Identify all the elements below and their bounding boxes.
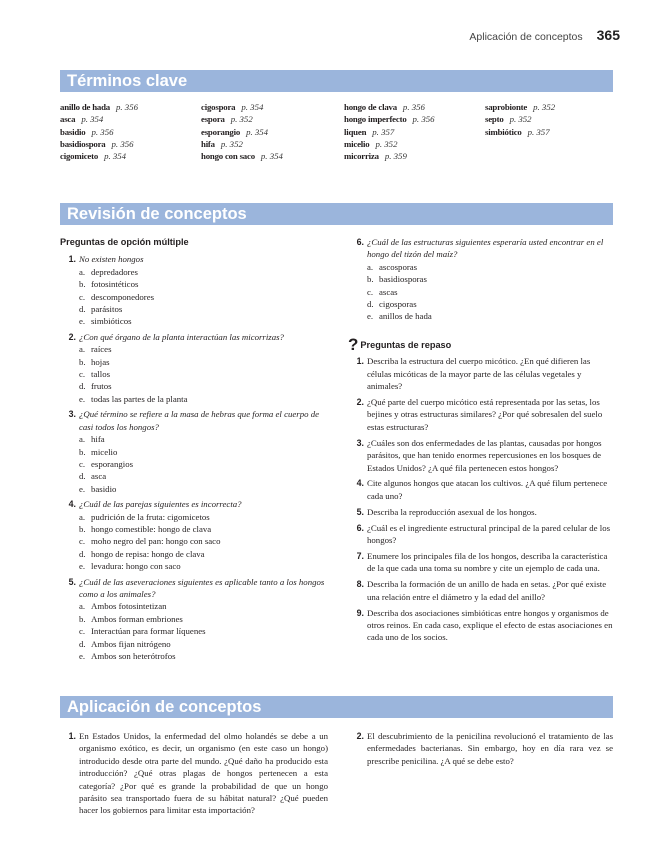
option-text: hongo comestible: hongo de clava: [91, 523, 212, 534]
option-letter: e.: [79, 483, 86, 494]
key-terms-grid: [60, 101, 620, 162]
option-letter: e.: [79, 561, 86, 572]
option-letter: c.: [79, 626, 86, 637]
revision-banner: Revisión de conceptos: [60, 203, 613, 225]
option-text: micelio: [91, 446, 118, 457]
option-text: pudrición de la fruta: cigomicetos: [91, 511, 210, 522]
term-page-ref: p. 354: [104, 151, 127, 162]
option-text: tallos: [91, 369, 111, 380]
option-letter: a.: [79, 434, 86, 445]
option-letter: c.: [79, 458, 86, 469]
review-question: [348, 477, 613, 502]
option-letter: a.: [79, 266, 86, 277]
option-text: parásitos: [91, 304, 123, 315]
term-entry: [60, 126, 201, 138]
term-page-ref: p. 357: [527, 126, 550, 137]
term-entry: [60, 113, 201, 125]
option-text: basidiosporas: [379, 274, 427, 285]
term-entry: [485, 113, 620, 125]
option-letter: c.: [79, 291, 86, 302]
term-page-ref: p. 352: [230, 114, 253, 125]
option-letter: b.: [367, 274, 374, 285]
term-name: hongo imperfecto: [344, 114, 407, 125]
question-text: Enumere los principales fila de los hongos, describa la característica de la que cada una toma su nombre y cite un ejemplo de cada una.: [367, 550, 608, 574]
application-col-left: [60, 730, 328, 817]
term-entry: [201, 101, 344, 113]
question-number: 9.: [356, 607, 364, 618]
term-page-ref: p. 359: [384, 151, 407, 162]
question-number: 3.: [356, 437, 364, 448]
question-text: ¿Cuál de las aseveraciones siguientes es aplicable tanto a los hongos como a los animales?: [79, 576, 325, 599]
option-letter: d.: [79, 638, 86, 649]
option-letter: b.: [79, 523, 86, 534]
question-text: El descubrimiento de la penicilina revolucionó el tratamiento de las enfermedades bacterianas. Sin embargo, hoy en día rara vez se prescribe penicilina. ¿A qué se debe esto?: [367, 731, 613, 766]
option-text: basidio: [91, 483, 117, 494]
term-entry: [201, 113, 344, 125]
term-name: micelio: [344, 138, 370, 149]
option-text: anillos de hada: [379, 311, 432, 322]
mc-question: [60, 498, 330, 572]
term-name: anillo de hada: [60, 102, 110, 112]
answer-option: [60, 446, 330, 458]
review-question: [348, 578, 613, 603]
option-letter: d.: [79, 471, 86, 482]
option-text: Ambos forman embriones: [91, 613, 183, 624]
option-text: cigosporas: [379, 299, 417, 310]
question-number: 4.: [356, 478, 364, 489]
aplicacion-banner: Aplicación de conceptos: [60, 696, 613, 718]
term-page-ref: p. 354: [246, 126, 269, 137]
review-question: [348, 607, 613, 644]
question-number: 2.: [68, 331, 76, 342]
answer-option: [60, 278, 330, 290]
option-letter: a.: [79, 344, 86, 355]
term-name: simbiótico: [485, 126, 522, 137]
option-text: moho negro del pan: hongo con saco: [91, 536, 221, 547]
answer-option: [60, 483, 330, 495]
term-page-ref: p. 352: [509, 114, 532, 125]
term-entry: [485, 101, 620, 113]
mc-stem-row: [60, 253, 330, 265]
option-text: fotosintéticos: [91, 279, 139, 290]
terms-column: [201, 101, 344, 162]
option-text: Ambos fotosintetizan: [91, 601, 167, 612]
option-letter: b.: [79, 446, 86, 457]
right-column: [348, 236, 613, 647]
review-question: [348, 437, 613, 474]
question-text: En Estados Unidos, la enfermedad del olmo holandés se debe a un organismo exótico, es decir, un organismo (en este caso un hongo) introducido desde otra parte del mundo. ¿Qué daño ha producido esta introducción? ¿Qué otras plagas de hongos pertenecen a esta categoría? ¿Por qué es grande la probabilidad de que un hongo parásito sea transportado fuera de su hábitat natural? ¿Qué pueden hacer los gobiernos para limitar esta importación?: [79, 731, 328, 816]
question-text: ¿Qué término se refiere a la masa de hebras que forma el cuerpo de casi todos los hongos?: [79, 409, 319, 432]
question-number: 8.: [356, 579, 364, 590]
option-letter: e.: [79, 316, 86, 327]
term-entry: [201, 126, 344, 138]
question-mark-icon: ?: [348, 334, 359, 354]
term-name: asca: [60, 114, 76, 125]
question-text: ¿Cuál es el ingrediente estructural principal de la pared celular de los hongos?: [367, 522, 611, 546]
question-text: ¿Cuál de las estructuras siguientes esperaría usted encontrar en el hongo del tizón del maíz?: [367, 237, 604, 260]
question-number: 3.: [68, 409, 76, 420]
term-name: hongo con saco: [201, 151, 255, 162]
answer-option: [60, 380, 330, 392]
option-text: todas las partes de la planta: [91, 393, 188, 404]
term-entry: [344, 113, 485, 125]
terms-column: [60, 101, 201, 162]
mc-stem-row: [348, 236, 613, 261]
question-text: Describa la reproducción asexual de los hongos.: [367, 506, 537, 517]
mc-left-column: [60, 236, 330, 665]
question-text: No existen hongos: [79, 254, 144, 265]
term-page-ref: p. 356: [412, 114, 435, 125]
answer-option: [60, 303, 330, 315]
question-text: ¿Cuáles son dos enfermedades de las plantas, causadas por hongos parásitos, que han tenido enormes repercusiones en los bosques de Estados Unidos? ¿A qué fila pertenecen estos hongos?: [367, 437, 602, 473]
term-entry: [344, 150, 485, 162]
option-letter: d.: [79, 304, 86, 315]
answer-option: [60, 523, 330, 535]
answer-option: [60, 433, 330, 445]
term-entry: [485, 126, 620, 138]
question-number: 5.: [356, 506, 364, 517]
option-letter: a.: [79, 601, 86, 612]
terminos-clave-banner: Términos clave: [60, 70, 613, 92]
option-text: hojas: [91, 356, 110, 367]
answer-option: [60, 291, 330, 303]
term-page-ref: p. 357: [372, 126, 395, 137]
answer-option: [60, 470, 330, 482]
review-question: [348, 506, 613, 518]
answer-option: [60, 600, 330, 612]
question-text: Cite algunos hongos que atacan los cultivos. ¿A qué filum pertenece cada uno?: [367, 478, 608, 501]
option-text: depredadores: [91, 266, 138, 277]
term-entry: [344, 126, 485, 138]
option-letter: e.: [79, 393, 86, 404]
term-entry: [344, 138, 485, 150]
option-text: ascosporas: [379, 261, 418, 272]
term-name: hongo de clava: [344, 102, 397, 112]
question-number: 6.: [356, 237, 364, 247]
question-number: 1.: [68, 254, 76, 265]
answer-option: [348, 298, 613, 310]
term-name: espora: [201, 114, 225, 125]
term-page-ref: p. 356: [402, 102, 425, 112]
answer-option: [348, 261, 613, 273]
term-name: hifa: [201, 138, 215, 149]
option-text: hifa: [91, 434, 105, 445]
term-name: basidiospora: [60, 138, 106, 149]
mc-stem-row: [60, 331, 330, 343]
term-page-ref: p. 352: [375, 138, 398, 149]
question-text: Describa la formación de un anillo de hada en setas. ¿Por qué existe una relación entre el diámetro y la edad del anillo?: [367, 579, 607, 602]
answer-option: [348, 286, 613, 298]
mc-question: [348, 236, 613, 323]
mc-question: [60, 576, 330, 663]
running-head: Aplicación de conceptos: [469, 31, 583, 43]
question-number: 2.: [356, 396, 364, 407]
term-page-ref: p. 352: [220, 138, 243, 149]
option-letter: a.: [367, 261, 374, 272]
option-letter: b.: [79, 613, 86, 624]
mc-stem-row: [60, 408, 330, 433]
review-question: [348, 355, 613, 392]
option-text: simbióticos: [91, 316, 132, 327]
review-heading-row: [348, 334, 613, 354]
term-entry: [201, 150, 344, 162]
answer-option: [60, 625, 330, 637]
application-col-right: [348, 730, 613, 767]
question-number: 5.: [68, 576, 76, 587]
option-letter: d.: [367, 299, 374, 310]
option-letter: c.: [79, 369, 86, 380]
page-header: [469, 27, 620, 43]
mc-question: [60, 331, 330, 405]
mc-stem-row: [60, 498, 330, 510]
question-text: Describa la estructura del cuerpo micótico. ¿En qué difieren las células micóticas de la mayor parte de las células vegetales y animales?: [367, 356, 591, 392]
option-text: Interactúan para formar líquenes: [91, 626, 206, 637]
option-text: hongo de repisa: hongo de clava: [91, 548, 205, 559]
review-question: [348, 522, 613, 547]
mc-question: [60, 253, 330, 327]
answer-option: [60, 638, 330, 650]
review-question: [348, 396, 613, 433]
question-text: Describa dos asociaciones simbióticas entre hongos y organismos de otros reinos. En cada caso, explique el efecto de estas asociaciones en cada uno de los socios.: [367, 607, 613, 643]
term-page-ref: p. 354: [241, 102, 264, 112]
term-name: liquen: [344, 126, 367, 137]
option-text: Ambos son heterótrofos: [91, 651, 176, 661]
question-number: 1.: [68, 731, 76, 741]
option-text: raíces: [91, 344, 112, 355]
term-page-ref: p. 352: [533, 102, 556, 112]
review-question: [348, 550, 613, 575]
option-text: descomponedores: [91, 291, 155, 302]
option-letter: b.: [79, 356, 86, 367]
option-letter: d.: [79, 548, 86, 559]
answer-option: [60, 393, 330, 405]
term-name: micorriza: [344, 151, 379, 162]
answer-option: [60, 535, 330, 547]
answer-option: [60, 458, 330, 470]
answer-option: [60, 368, 330, 380]
question-number: 2.: [356, 731, 364, 741]
question-number: 4.: [68, 499, 76, 510]
question-number: 1.: [356, 356, 364, 367]
term-page-ref: p. 356: [111, 138, 134, 149]
option-letter: b.: [79, 279, 86, 290]
terms-column: [485, 101, 620, 162]
question-text: ¿Con qué órgano de la planta interactúan las micorrizas?: [79, 331, 284, 342]
answer-option: [60, 315, 330, 327]
term-entry: [60, 138, 201, 150]
question-text: ¿Qué parte del cuerpo micótico está representada por las setas, los bejines y otras estructuras similares? ¿Por qué sobresalen del suelo estas estructuras?: [367, 396, 603, 432]
option-letter: d.: [79, 381, 86, 392]
answer-option: [60, 266, 330, 278]
answer-option: [60, 613, 330, 625]
answer-option: [60, 511, 330, 523]
answer-option: [60, 548, 330, 560]
mc-heading: Preguntas de opción múltiple: [60, 237, 189, 247]
term-page-ref: p. 356: [91, 126, 114, 137]
term-name: cigospora: [201, 102, 236, 112]
option-letter: a.: [79, 511, 86, 522]
term-entry: [344, 101, 485, 113]
term-name: esporangio: [201, 126, 241, 137]
option-text: levadura: hongo con saco: [91, 561, 181, 572]
option-letter: e.: [79, 651, 86, 661]
terms-column: [344, 101, 485, 162]
option-letter: c.: [79, 536, 86, 547]
option-text: esporangios: [91, 458, 134, 469]
term-entry: [60, 101, 201, 113]
question-text: ¿Cuál de las parejas siguientes es incorrecta?: [79, 499, 242, 510]
option-letter: e.: [367, 311, 374, 322]
option-text: Ambos fijan nitrógeno: [91, 638, 171, 649]
option-text: frutos: [91, 381, 112, 392]
answer-option: [348, 273, 613, 285]
term-name: septo: [485, 114, 504, 125]
answer-option: [60, 560, 330, 572]
question-number: 7.: [356, 550, 364, 561]
term-page-ref: p. 356: [116, 102, 138, 112]
application-question: [348, 730, 613, 767]
term-name: cigomiceto: [60, 151, 99, 162]
option-letter: c.: [367, 286, 374, 297]
term-page-ref: p. 354: [260, 151, 283, 162]
term-page-ref: p. 354: [81, 114, 104, 125]
review-heading: Preguntas de repaso: [360, 339, 452, 350]
mc-stem-row: [60, 576, 330, 601]
answer-option: [60, 650, 330, 662]
term-name: basidio: [60, 126, 86, 137]
option-text: asca: [91, 471, 107, 482]
question-number: 6.: [356, 522, 364, 533]
answer-option: [60, 343, 330, 355]
page-number: 365: [596, 27, 620, 43]
mc-question: [60, 408, 330, 495]
term-name: saprobionte: [485, 102, 528, 112]
option-text: ascas: [379, 286, 398, 297]
term-entry: [201, 138, 344, 150]
term-entry: [60, 150, 201, 162]
answer-option: [348, 310, 613, 322]
application-question: [60, 730, 328, 817]
answer-option: [60, 356, 330, 368]
